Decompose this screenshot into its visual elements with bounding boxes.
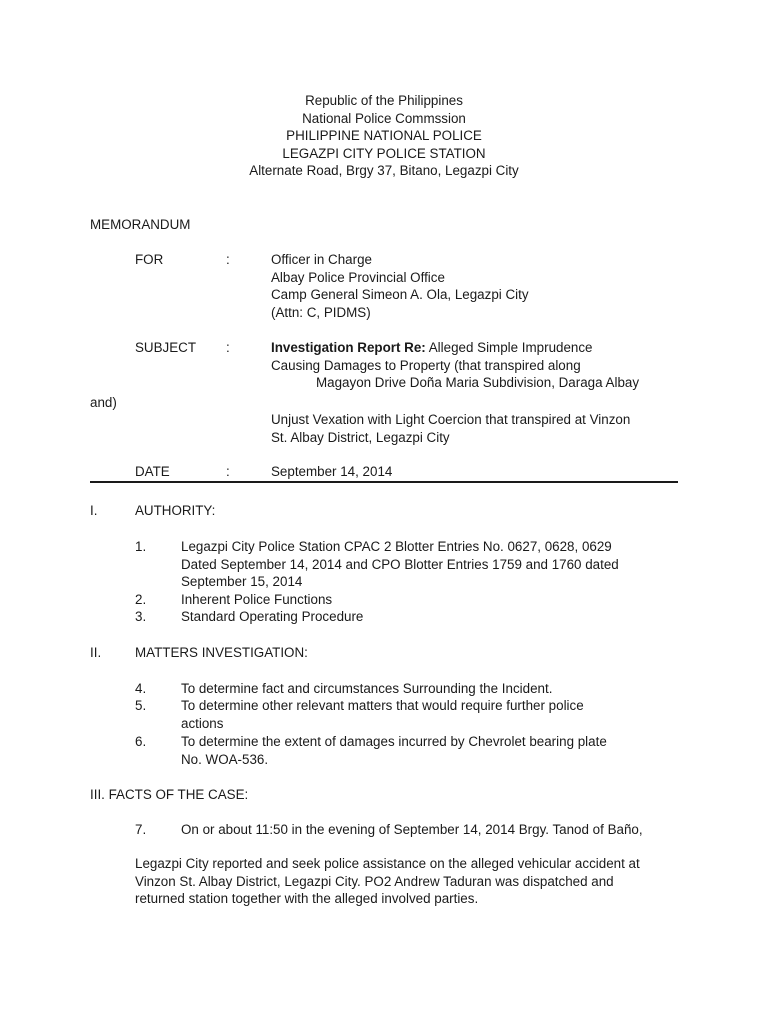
for-line: Albay Police Provincial Office [271, 269, 445, 285]
list-item-number: 1. [135, 539, 147, 554]
list-item-text: Inherent Police Functions [181, 592, 333, 607]
subject-and: and) [90, 395, 117, 410]
subject-line-5: St. Albay District, Legazpi City [271, 430, 450, 445]
list-item-text: Standard Operating Procedure [181, 609, 364, 624]
section-numeral-authority: I. [90, 503, 98, 518]
list-item-line: To determine the extent of damages incurred by Chevrolet bearing plate [181, 734, 607, 749]
list-item-line: Legazpi City Police Station CPAC 2 Blotter Entries No. 0627, 0628, 0629 [181, 539, 612, 554]
list-item-text: On or about 11:50 in the evening of September 14, 2014 Brgy. Tanod of Baño, [181, 822, 643, 837]
subject-bold-prefix: Investigation Report Re: [271, 340, 426, 355]
subject-label: SUBJECT [135, 340, 197, 355]
letterhead-line-address: Alternate Road, Brgy 37, Bitano, Legazpi City [249, 163, 519, 179]
for-colon: : [226, 252, 230, 267]
date-colon: : [226, 464, 230, 479]
list-item-text [181, 697, 584, 732]
subject-colon: : [226, 340, 230, 355]
subject-line-3: Magayon Drive Doña Maria Subdivision, Daraga Albay [316, 375, 640, 390]
letterhead [0, 92, 768, 180]
for-line: (Attn: C, PIDMS) [271, 304, 371, 320]
list-item-number: 6. [135, 734, 147, 749]
letterhead-line-pnp: PHILIPPINE NATIONAL POLICE [286, 128, 482, 144]
for-recipient-block [271, 251, 529, 321]
for-line: Camp General Simeon A. Ola, Legazpi City [271, 287, 529, 303]
header-divider [90, 481, 678, 483]
subject-line-1 [271, 339, 593, 357]
date-value: September 14, 2014 [271, 464, 393, 479]
list-item-text [181, 538, 619, 591]
memorandum-title: MEMORANDUM [90, 217, 191, 232]
list-item-line: Dated September 14, 2014 and CPO Blotter Entries 1759 and 1760 dated [181, 556, 619, 572]
subject-line-2: Causing Damages to Property (that transpired along [271, 358, 581, 373]
section-title-authority: AUTHORITY: [135, 503, 216, 518]
list-item-number: 2. [135, 592, 147, 607]
subject-line-1-rest: Alleged Simple Imprudence [425, 340, 593, 355]
facts-paragraph [135, 855, 640, 908]
section-title-matters: MATTERS INVESTIGATION: [135, 645, 308, 660]
letterhead-line-station: LEGAZPI CITY POLICE STATION [282, 145, 486, 161]
list-item-number: 5. [135, 698, 147, 713]
list-item-line: To determine other relevant matters that would require further police [181, 698, 584, 713]
list-item-line: No. WOA-536. [181, 751, 269, 767]
for-label: FOR [135, 252, 164, 267]
list-item-line: September 15, 2014 [181, 574, 303, 590]
section-title-facts: III. FACTS OF THE CASE: [90, 787, 249, 802]
subject-line-4: Unjust Vexation with Light Coercion that transpired at Vinzon [271, 412, 631, 427]
list-item-number: 7. [135, 822, 147, 837]
section-numeral-matters: II. [90, 645, 102, 660]
letterhead-line-republic: Republic of the Philippines [305, 93, 463, 108]
list-item-number: 4. [135, 681, 147, 696]
list-item-text [181, 733, 607, 768]
letterhead-line-commission: National Police Commssion [302, 110, 466, 126]
for-line: Officer in Charge [271, 252, 372, 267]
paragraph-line: Legazpi City reported and seek police assistance on the alleged vehicular accident at [135, 856, 640, 871]
list-item-number: 3. [135, 609, 147, 624]
paragraph-line: Vinzon St. Albay District, Legazpi City. PO2 Andrew Taduran was dispatched and [135, 873, 614, 889]
date-label: DATE [135, 464, 170, 479]
paragraph-line: returned station together with the alleged involved parties. [135, 891, 479, 907]
list-item-text: To determine fact and circumstances Surrounding the Incident. [181, 681, 553, 696]
list-item-line: actions [181, 715, 224, 731]
